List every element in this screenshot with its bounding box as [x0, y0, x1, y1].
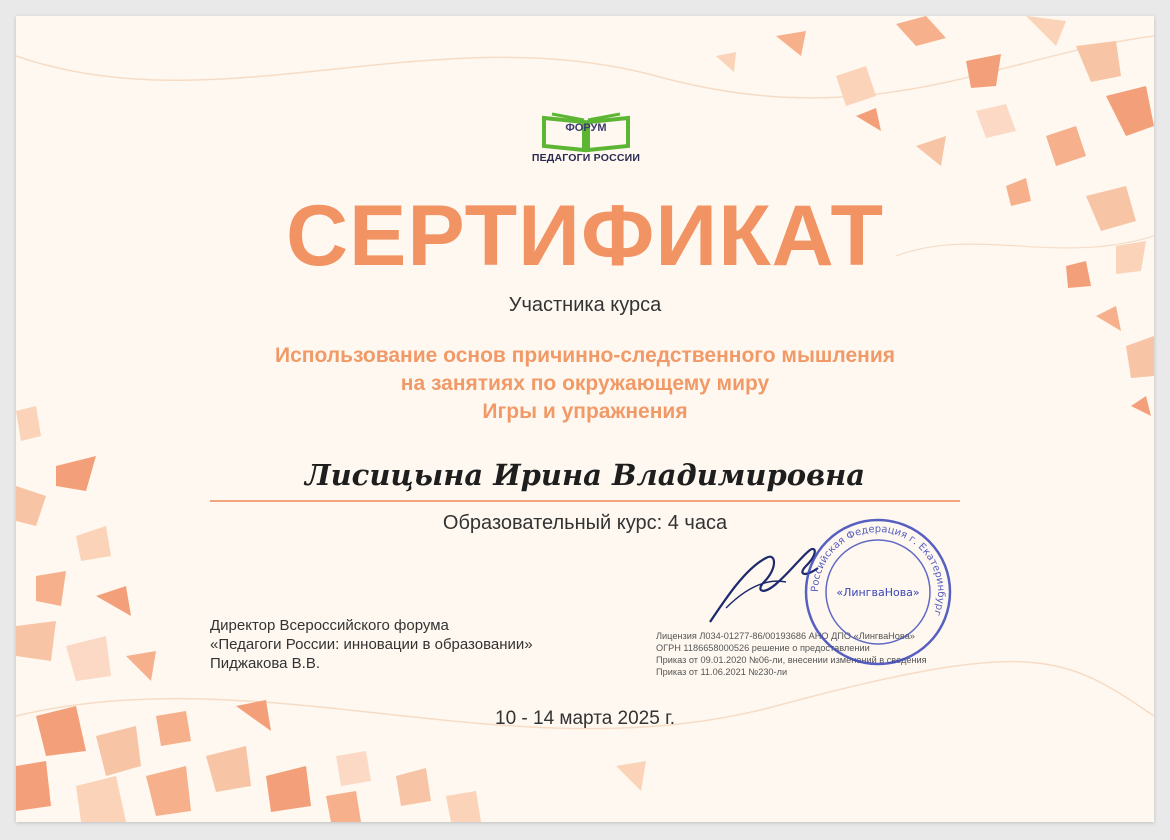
director-forum: «Педагоги России: инновации в образовании»: [210, 636, 533, 653]
director-title: Директор Всероссийского форума: [210, 617, 449, 634]
name-underline: [210, 500, 960, 502]
license-line-1: Лицензия Л034-01277-86/00193686 АНО ДПО «ЛингваНова»: [656, 631, 915, 641]
recipient-name: Лисицына Ирина Владимировна: [304, 458, 866, 492]
stamp-ring-text: Российская Федерация г. Екатеринбург: [809, 523, 947, 618]
forum-logo: [516, 108, 656, 178]
stamp: [802, 516, 954, 668]
stamp-center-text: «ЛингваНова»: [836, 586, 920, 599]
license-line-2: ОГРН 1186658000526 решение о предоставлении: [656, 643, 870, 653]
certificate-subtitle: Участника курса: [508, 294, 662, 316]
director-block: [210, 616, 533, 673]
certificate-date: 10 - 14 марта 2025 г.: [495, 708, 675, 729]
logo-top-text: ФОРУМ: [565, 122, 607, 134]
course-title-line-1: Использование основ причинно-следственного мышления: [274, 344, 895, 367]
license-line-4: Приказ от 11.06.2021 №230-ли: [656, 667, 788, 677]
certificate-title: СЕРТИФИКАТ: [285, 188, 885, 284]
course-title-line-3: Игры и упражнения: [482, 400, 688, 423]
course-hours: Образовательный курс: 4 часа: [442, 512, 728, 534]
certificate-sheet: [16, 16, 1154, 822]
logo-bottom-text: ПЕДАГОГИ РОССИИ: [531, 152, 641, 164]
director-name: Пиджакова В.В.: [210, 655, 321, 672]
course-title-line-2: на занятиях по окружающему миру: [400, 372, 770, 395]
license-line-3: Приказ от 09.01.2020 №06-ли, внесении изменений в сведения: [656, 655, 927, 665]
